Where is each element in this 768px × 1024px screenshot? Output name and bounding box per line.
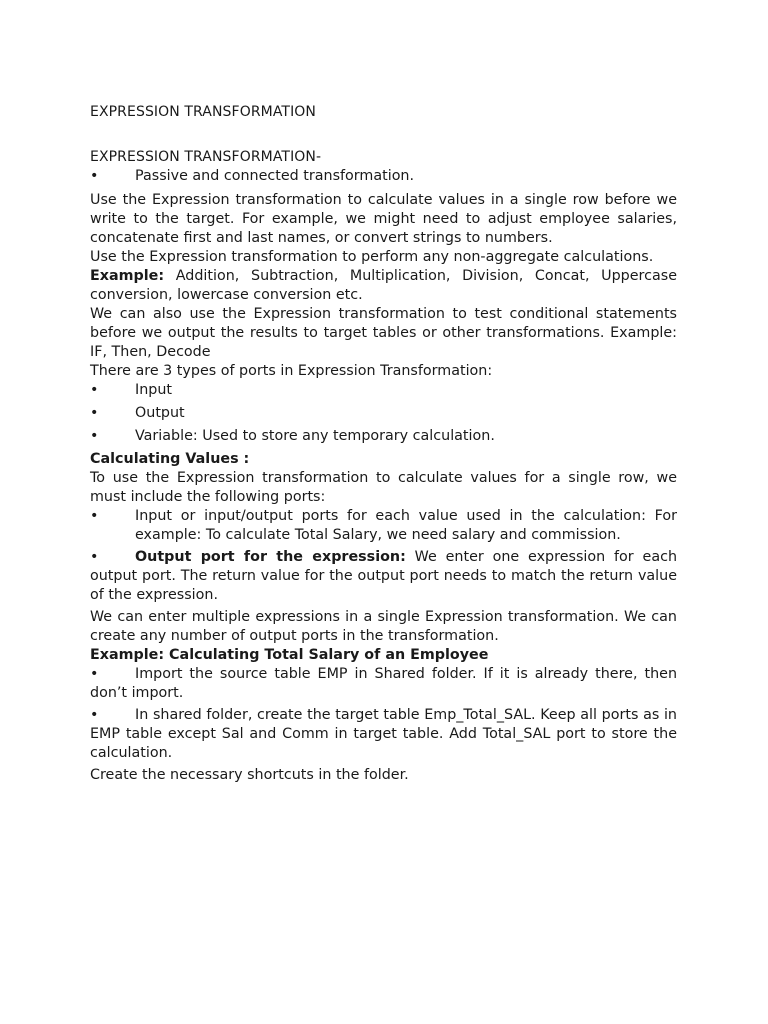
calc-bullet-input: [90, 507, 677, 545]
port-variable: Variable: Used to store any temporary calculation.: [135, 428, 495, 444]
intro-bullet: [90, 167, 677, 186]
paragraph-example-operations: [90, 267, 677, 305]
list-item: [90, 404, 677, 423]
bullet-dot: •: [90, 666, 99, 682]
step-import: [90, 665, 677, 703]
example-label: Example:: [90, 268, 165, 284]
calc-bullet-input-text: Input or input/output ports for each value used in the calculation: For example: To calculate Total Salary, we need salary and commission.: [135, 508, 677, 543]
section-heading: EXPRESSION TRANSFORMATION-: [90, 149, 322, 165]
example-heading: Example: Calculating Total Salary of an Employee: [90, 647, 489, 663]
bullet-dot: •: [90, 549, 99, 565]
step-create-target: [90, 706, 677, 763]
bullet-dot: •: [90, 168, 99, 184]
document-title: EXPRESSION TRANSFORMATION: [90, 104, 316, 120]
bullet-dot: •: [90, 405, 99, 421]
list-item: [90, 381, 677, 400]
paragraph-conditional: We can also use the Expression transformation to test conditional statements before we output the results to target tables or other transformations. Example: IF, Then, Decode: [90, 306, 677, 360]
bullet-dot: •: [90, 707, 99, 723]
paragraph-calculating: To use the Expression transformation to calculate values for a single row, we must include the following ports:: [90, 470, 677, 505]
intro-bullet-text: Passive and connected transformation.: [135, 168, 415, 184]
paragraph-multiple-expressions: We can enter multiple expressions in a single Expression transformation. We can create any number of output ports in the transformation.: [90, 609, 677, 644]
output-port-text: We enter one expression for each output port. The return value for the output port needs to match the return value of the expression.: [90, 549, 678, 603]
calc-bullet-output: [90, 548, 677, 605]
ports-list: [90, 381, 677, 446]
port-output: Output: [135, 405, 185, 421]
list-item: [90, 427, 677, 446]
example-text: Addition, Subtraction, Multiplication, Division, Concat, Uppercase conversion, lowercase conversion etc.: [90, 268, 677, 303]
step-import-text: Import the source table EMP in Shared folder. If it is already there, then don’t import.: [90, 666, 677, 701]
step-create-target-text: In shared folder, create the target table Emp_Total_SAL. Keep all ports as in EMP table except Sal and Comm in target table. Add Total_SAL port to store the calculation.: [90, 707, 677, 761]
paragraph-non-aggregate: Use the Expression transformation to perform any non-aggregate calculations.: [90, 249, 654, 265]
document-page: [90, 103, 677, 785]
calculating-values-heading: Calculating Values :: [90, 451, 250, 467]
output-port-label: Output port for the expression:: [135, 549, 406, 565]
ports-intro: There are 3 types of ports in Expression Transformation:: [90, 363, 493, 379]
bullet-dot: •: [90, 508, 99, 524]
bullet-dot: •: [90, 382, 99, 398]
paragraph-closing: Create the necessary shortcuts in the folder.: [90, 767, 409, 783]
bullet-dot: •: [90, 428, 99, 444]
port-input: Input: [135, 382, 173, 398]
paragraph-purpose: Use the Expression transformation to calculate values in a single row before we write to the target. For example, we might need to adjust employee salaries, concatenate first and last names, or convert strings to numbers.: [90, 192, 677, 246]
